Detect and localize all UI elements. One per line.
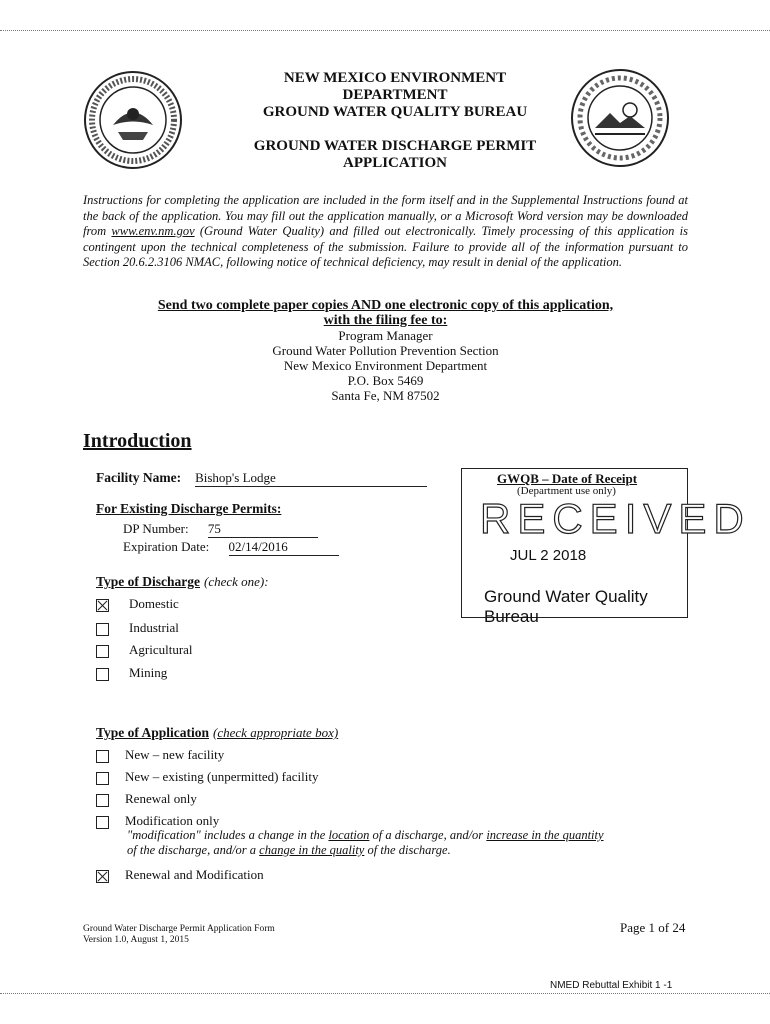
checkbox-icon[interactable] [96,794,109,807]
form-title [230,138,560,172]
discharge-option-mining[interactable] [96,665,167,681]
discharge-option-industrial[interactable] [96,620,179,636]
application-option-label: New – new facility [125,747,225,762]
checkbox-icon[interactable] [96,750,109,763]
application-option-modification[interactable] [96,813,219,829]
dp-number-field[interactable] [208,521,318,538]
application-option-label: Renewal only [125,791,197,806]
instructions-text-1: Instructions for completing the application are included in the form itself and in the Supplemental Instructions found at the back of the application. You may fill out the application manually, or a Microsoft Word version may be downloaded from [83,193,688,238]
note-text: of the discharge, and/or a [127,843,260,857]
application-type-heading [96,724,338,742]
modification-note [127,828,687,858]
application-option-label: New – existing (unpermitted) facility [125,769,319,784]
bureau-stamp-text: Ground Water Quality Bureau [484,587,648,626]
bureau-name: GROUND WATER QUALITY BUREAU [262,104,528,120]
expiration-date-value: 02/14/2016 [228,539,288,554]
form-title-line1: GROUND WATER DISCHARGE PERMIT [253,138,537,154]
checkbox-icon[interactable] [96,623,109,636]
note-text: increase in the quantity [486,828,604,842]
department-line2: DEPARTMENT [342,87,448,103]
note-text: of the discharge. [364,843,451,857]
discharge-option-label: Domestic [129,596,179,611]
address-line-1: Program Manager [338,328,433,343]
form-title-line2: APPLICATION [343,155,447,171]
application-option-renewal-modification[interactable] [96,867,264,883]
expiration-row [123,539,339,556]
existing-permits-heading: For Existing Discharge Permits: [96,501,282,516]
facility-row [96,469,427,487]
discharge-option-label: Agricultural [129,642,193,657]
application-option-label: Renewal and Modification [125,867,264,882]
facility-name-label: Facility Name: [96,470,182,485]
mailing-block [83,298,688,403]
note-text: of a discharge, and/or [369,828,487,842]
receipt-title: GWQB – Date of Receipt [497,471,638,486]
footer-version: Version 1.0, August 1, 2015 [83,935,189,945]
application-option-new[interactable] [96,747,224,763]
receipt-stamp-box [461,468,751,626]
note-text: location [328,828,370,842]
checkbox-icon[interactable] [96,645,109,658]
discharge-type-hint: (check one): [204,574,269,589]
introduction-heading: Introduction [83,430,192,452]
application-type-hint: (check appropriate box) [213,725,339,740]
department-heading [230,70,560,121]
checkbox-checked-icon[interactable] [96,870,109,883]
instructions-paragraph [83,193,688,271]
application-option-renewal[interactable] [96,791,197,807]
checkbox-icon[interactable] [96,668,109,681]
discharge-type-label: Type of Discharge [96,574,200,589]
received-date: JUL 2 2018 [510,547,587,564]
discharge-option-label: Industrial [129,620,179,635]
footer-form-name: Ground Water Discharge Permit Application Form [83,924,275,934]
note-text: change in the quality [259,843,365,857]
checkbox-icon[interactable] [96,772,109,785]
discharge-option-label: Mining [129,665,168,680]
facility-name-value: Bishop's Lodge [195,470,276,485]
expiration-date-field[interactable] [229,539,339,556]
discharge-option-domestic[interactable] [96,596,179,612]
application-option-new-existing[interactable] [96,769,319,785]
application-type-label: Type of Application [96,725,210,740]
dp-number-value: 75 [207,521,221,536]
received-stamp-text: RECEIVED [480,495,751,542]
page-number: Page 1 of 24 [620,920,686,935]
instructions-text-2: (Ground Water Quality) and filled out electronically. Timely processing of this application is contingent upon the technical completeness of the submission. Failure to provide all of the information pursuant to Section 20.6.2.3106 NMAC, following notice of technical deficiency, may result in denial of the application. [83,224,688,269]
send-instruction-1: Send two complete paper copies AND one electronic copy of this application, [157,298,614,313]
address-line-3: New Mexico Environment Department [283,358,488,373]
expiration-date-label: Expiration Date: [123,539,210,554]
department-line1: NEW MEXICO ENVIRONMENT [283,70,507,86]
download-link[interactable]: www.env.nm.gov [111,224,195,238]
checkbox-checked-icon[interactable] [96,599,109,612]
receipt-subtitle: (Department use only) [517,485,616,497]
exhibit-label: NMED Rebuttal Exhibit 1 -1 [550,980,673,991]
bottom-scan-border [0,993,770,994]
discharge-option-agricultural[interactable] [96,642,193,658]
application-option-label: Modification only [125,813,220,828]
send-instruction-2: with the filing fee to: [323,313,448,328]
nmed-seal-icon [570,68,670,168]
checkbox-icon[interactable] [96,816,109,829]
top-scan-border [0,30,770,31]
state-seal-icon [83,70,183,170]
address-line-4: P.O. Box 5469 [347,373,424,388]
note-text: "modification" includes a change in the [127,828,329,842]
discharge-type-heading [96,573,269,591]
address-line-2: Ground Water Pollution Prevention Section [272,343,499,358]
dp-number-label: DP Number: [123,521,189,536]
footer-form-info [83,924,275,946]
dp-number-row [123,521,318,538]
facility-name-field[interactable] [195,470,427,487]
address-line-5: Santa Fe, NM 87502 [331,388,440,403]
